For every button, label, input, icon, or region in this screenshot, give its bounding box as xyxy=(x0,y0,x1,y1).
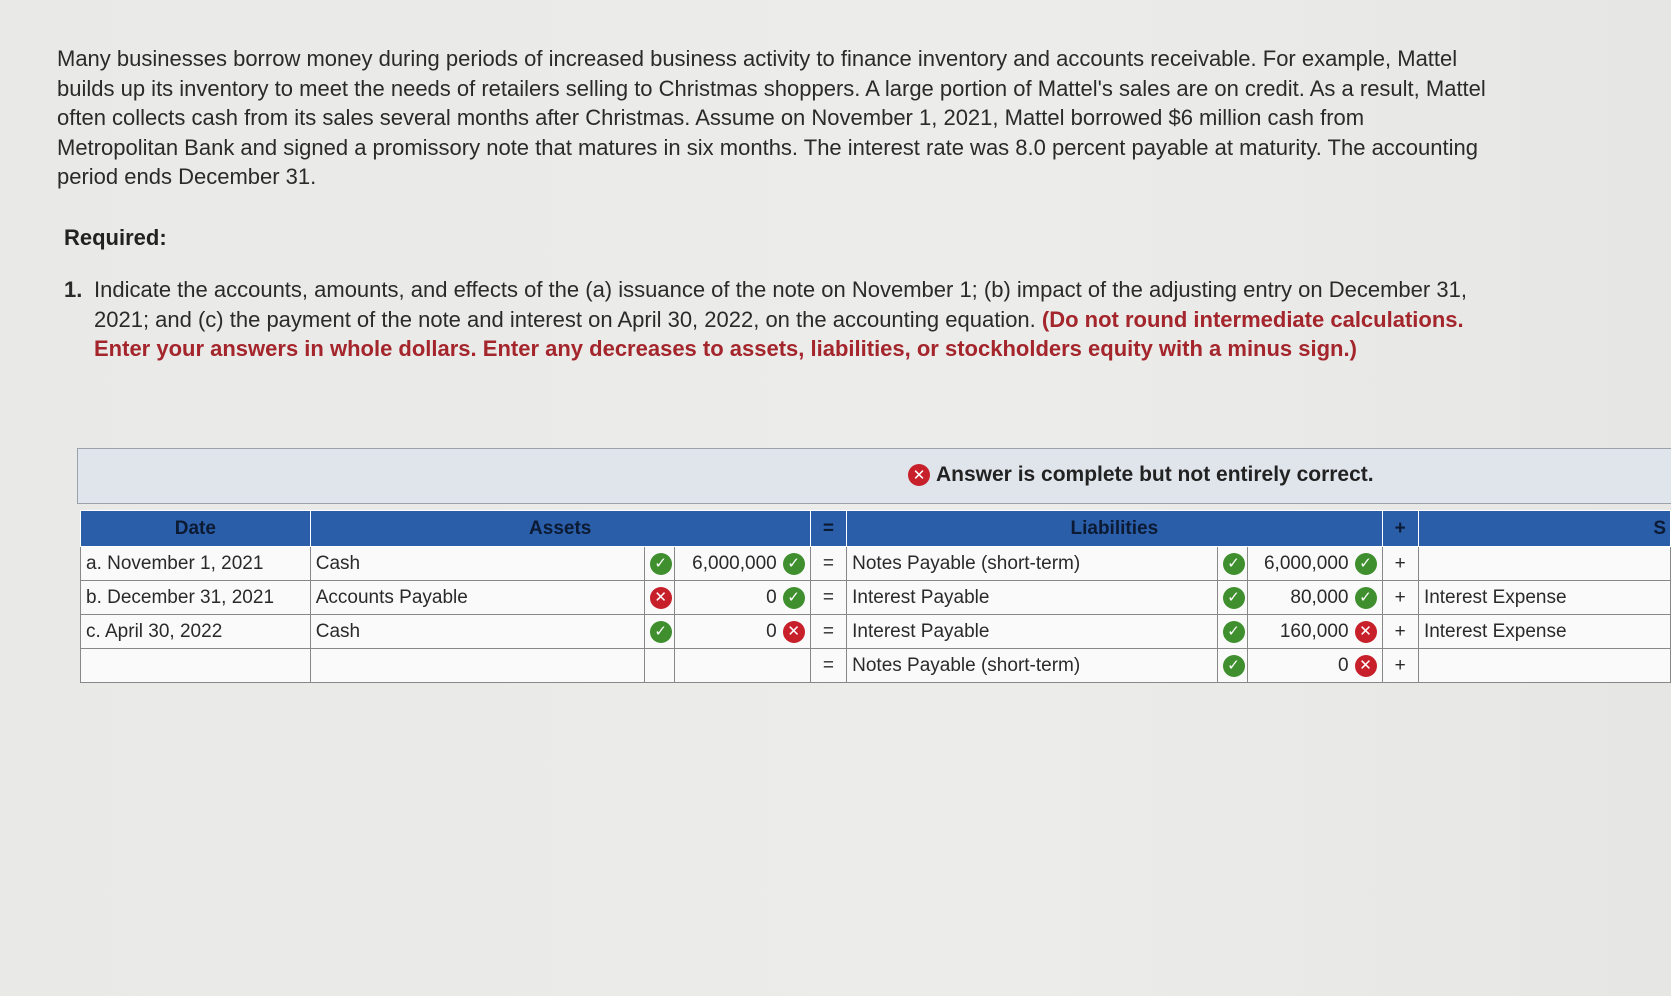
accounting-equation-table xyxy=(80,510,1671,683)
liability-account-status xyxy=(1217,615,1247,649)
question-instructions: (Do not round intermediate calculations. Enter your answers in whole dollars. Enter any decreases to assets, liabilities, or stockholders equity with a minus sign.) xyxy=(94,306,1464,361)
liability-amount-input[interactable] xyxy=(1247,581,1382,615)
equals-sign: = xyxy=(810,581,846,615)
liability-amount-value: 6,000,000 xyxy=(1263,552,1349,574)
x-circle-icon: ✕ xyxy=(783,621,805,643)
stockholders-equity-account-select[interactable]: Interest Expense xyxy=(1418,581,1670,615)
check-circle-icon: ✓ xyxy=(783,553,805,575)
answer-feedback-banner xyxy=(77,448,1671,504)
check-circle-icon: ✓ xyxy=(1223,553,1245,575)
liability-amount-wrap xyxy=(1290,587,1376,609)
asset-amount-wrap xyxy=(766,621,805,643)
x-circle-icon: ✕ xyxy=(1355,655,1377,677)
table-row xyxy=(81,615,1671,649)
header-liabilities: Liabilities xyxy=(847,511,1382,547)
question-number: 1. xyxy=(64,277,83,302)
asset-amount-input[interactable] xyxy=(675,649,811,683)
stockholders-equity-account-select[interactable] xyxy=(1418,649,1670,683)
liability-amount-input[interactable] xyxy=(1247,547,1382,581)
liability-amount-value: 160,000 xyxy=(1279,620,1349,642)
question-1 xyxy=(64,275,1484,364)
date-cell[interactable]: c. April 30, 2022 xyxy=(81,615,311,649)
liability-account-status xyxy=(1217,581,1247,615)
liability-amount-wrap xyxy=(1280,621,1377,643)
asset-account-select[interactable]: Cash xyxy=(310,547,644,581)
x-circle-icon: ✕ xyxy=(908,464,930,486)
liability-amount-input[interactable] xyxy=(1247,615,1382,649)
asset-amount-wrap xyxy=(766,587,805,609)
asset-account-status xyxy=(644,547,674,581)
asset-account-select[interactable]: Accounts Payable xyxy=(310,581,644,615)
header-plus: + xyxy=(1382,511,1418,547)
table-row xyxy=(81,547,1671,581)
date-cell[interactable] xyxy=(81,649,311,683)
check-circle-icon: ✓ xyxy=(650,553,672,575)
x-circle-icon: ✕ xyxy=(1355,621,1377,643)
check-circle-icon: ✓ xyxy=(1223,587,1245,609)
stockholders-equity-account-select[interactable]: Interest Expense xyxy=(1418,615,1670,649)
liability-amount-value: 80,000 xyxy=(1290,586,1349,608)
table-header-row xyxy=(81,511,1671,547)
check-circle-icon: ✓ xyxy=(1355,587,1377,609)
liability-account-status xyxy=(1217,649,1247,683)
check-circle-icon: ✓ xyxy=(1223,655,1245,677)
liability-amount-wrap xyxy=(1264,553,1377,575)
feedback-text: Answer is complete but not entirely correct. xyxy=(936,463,1374,486)
liability-account-select[interactable]: Interest Payable xyxy=(847,615,1217,649)
asset-account-status xyxy=(644,581,674,615)
equals-sign: = xyxy=(810,649,846,683)
plus-sign: + xyxy=(1382,581,1418,615)
asset-amount-value: 0 xyxy=(766,620,777,642)
asset-amount-value: 6,000,000 xyxy=(692,552,777,574)
liability-account-select[interactable]: Notes Payable (short-term) xyxy=(847,649,1217,683)
question-text: Indicate the accounts, amounts, and effects of the (a) issuance of the note on November 1; (b) impact of the adjusting entry on December 31, 2021; and (c) the payment of the note and interest on April 30, 2022, on the accounting equation. xyxy=(94,277,1467,332)
plus-sign: + xyxy=(1382,615,1418,649)
header-stockholders-equity: S xyxy=(1418,511,1670,547)
problem-intro: Many businesses borrow money during periods of increased business activity to finance inventory and accounts receivable. For example, Mattel builds up its inventory to meet the needs of retailers selling to Christmas shoppers. A large portion of Mattel's sales are on credit. As a result, Mattel often collects cash from its sales several months after Christmas. Assume on November 1, 2021, Mattel borrowed $6 million cash from Metropolitan Bank and signed a promissory note that matures in six months. The interest rate was 8.0 percent payable at maturity. The accounting period ends December 31. xyxy=(57,46,1486,189)
liability-amount-wrap xyxy=(1338,655,1377,677)
check-circle-icon: ✓ xyxy=(650,621,672,643)
equals-sign: = xyxy=(810,547,846,581)
stockholders-equity-account-select[interactable] xyxy=(1418,547,1670,581)
x-circle-icon: ✕ xyxy=(650,587,672,609)
required-label: Required: xyxy=(64,225,167,250)
date-cell[interactable]: b. December 31, 2021 xyxy=(81,581,311,615)
liability-amount-input[interactable] xyxy=(1247,649,1382,683)
asset-account-select[interactable]: Cash xyxy=(310,615,644,649)
asset-amount-wrap xyxy=(692,553,805,575)
equals-sign: = xyxy=(810,615,846,649)
check-circle-icon: ✓ xyxy=(783,587,805,609)
asset-amount-input[interactable] xyxy=(675,615,811,649)
asset-amount-input[interactable] xyxy=(675,581,811,615)
asset-amount-input[interactable] xyxy=(675,547,811,581)
date-cell[interactable]: a. November 1, 2021 xyxy=(81,547,311,581)
table-row xyxy=(81,581,1671,615)
asset-account-select[interactable] xyxy=(310,649,644,683)
header-assets: Assets xyxy=(310,511,810,547)
liability-account-select[interactable]: Interest Payable xyxy=(847,581,1217,615)
table-row xyxy=(81,649,1671,683)
liability-account-select[interactable]: Notes Payable (short-term) xyxy=(847,547,1217,581)
answer-feedback-message xyxy=(908,463,1374,487)
liability-amount-value: 0 xyxy=(1337,654,1349,676)
plus-sign: + xyxy=(1382,547,1418,581)
asset-account-status xyxy=(644,615,674,649)
liability-account-status xyxy=(1217,547,1247,581)
check-circle-icon: ✓ xyxy=(1223,621,1245,643)
plus-sign: + xyxy=(1382,649,1418,683)
asset-amount-value: 0 xyxy=(766,586,777,608)
header-date: Date xyxy=(81,511,311,547)
check-circle-icon: ✓ xyxy=(1355,553,1377,575)
asset-account-status xyxy=(644,649,674,683)
header-equals: = xyxy=(810,511,846,547)
